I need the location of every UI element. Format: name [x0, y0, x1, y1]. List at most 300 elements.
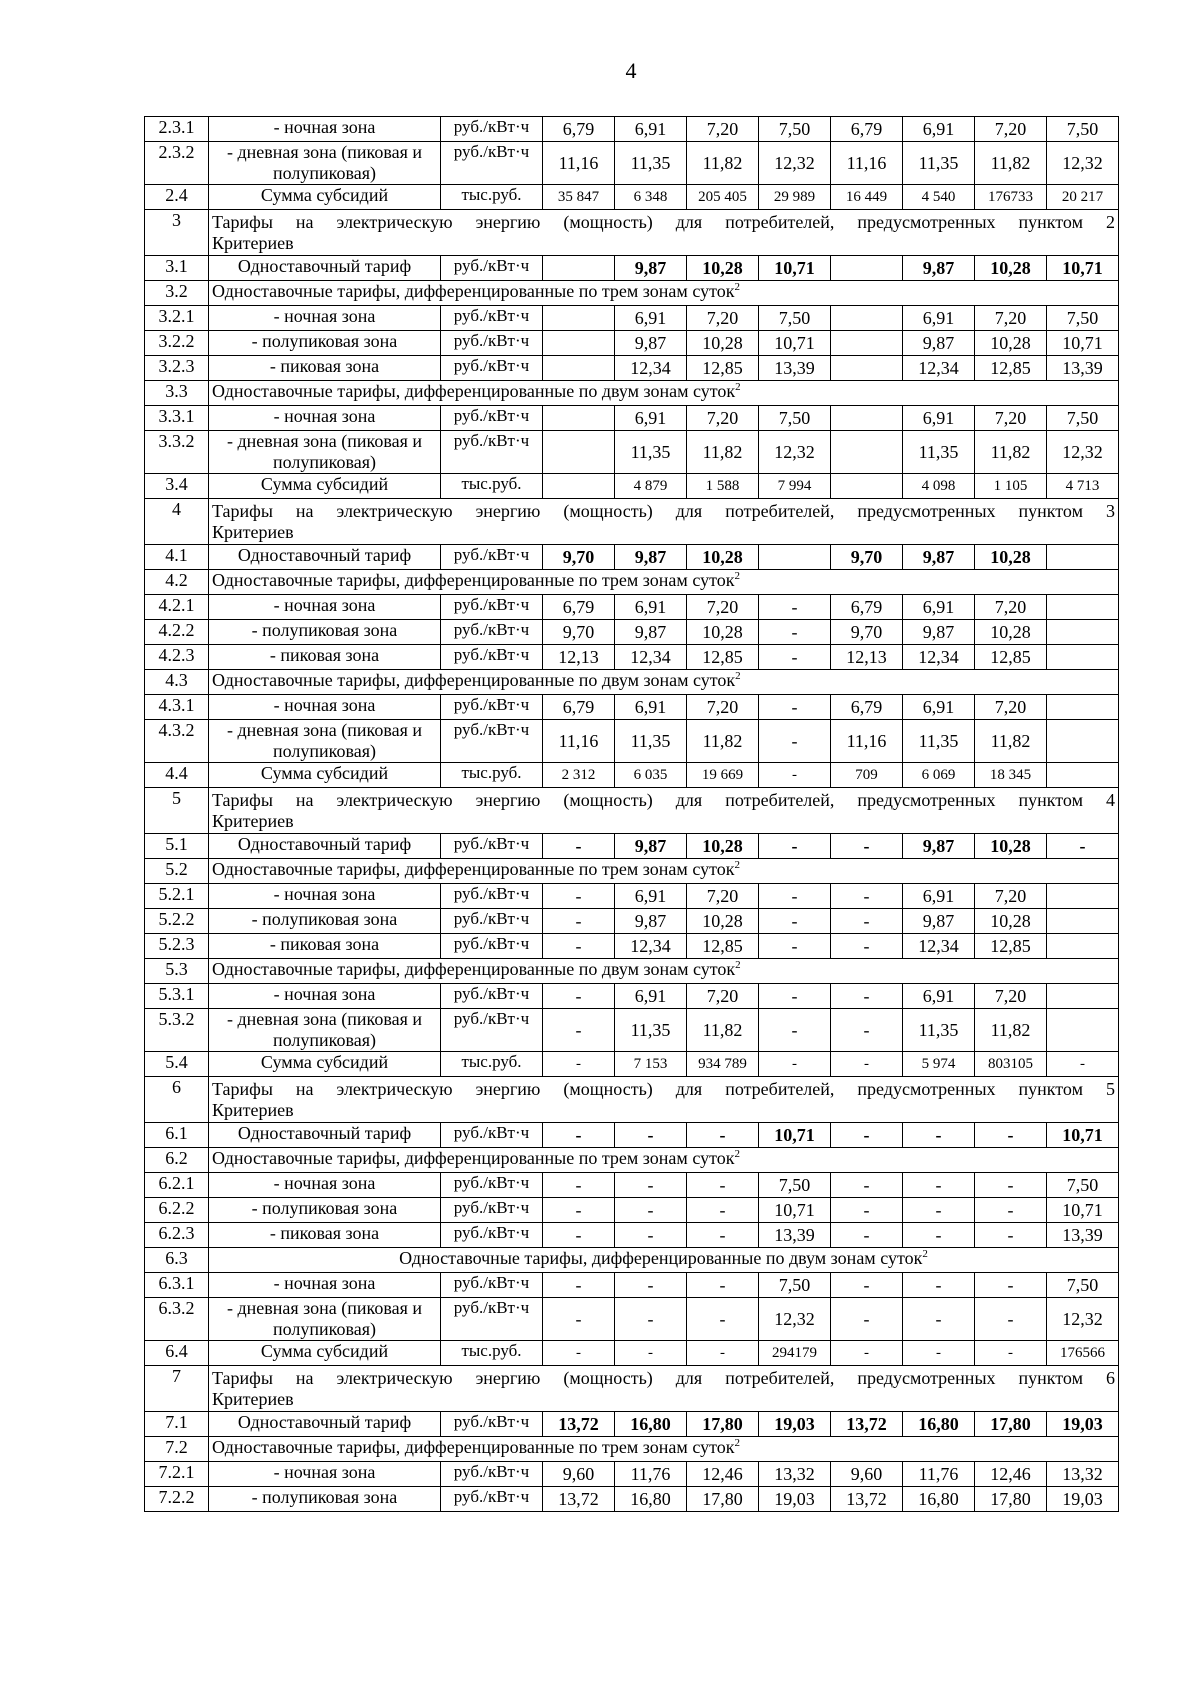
- value-cell: [831, 431, 903, 474]
- value-cell: 7,20: [975, 306, 1047, 331]
- row-number: 6: [145, 1077, 209, 1123]
- value-cell: 11,16: [543, 720, 615, 763]
- value-cell: 803105: [975, 1052, 1047, 1077]
- table-row: [145, 1412, 1119, 1437]
- value-cell: 6,91: [615, 406, 687, 431]
- value-cell: 176566: [1047, 1341, 1119, 1366]
- value-cell: -: [1047, 1052, 1119, 1077]
- row-label: - полупиковая зона: [209, 620, 441, 645]
- table-row: [145, 117, 1119, 142]
- row-number: 5.2: [145, 859, 209, 884]
- value-cell: 12,34: [615, 934, 687, 959]
- value-cell: 4 713: [1047, 474, 1119, 499]
- page-number: 4: [625, 58, 637, 83]
- subsection-title: [209, 381, 1119, 406]
- value-cell: 6 035: [615, 763, 687, 788]
- row-number: 3.1: [145, 256, 209, 281]
- value-cell: [1047, 595, 1119, 620]
- row-unit: руб./кВт·ч: [441, 1412, 543, 1437]
- row-label: - ночная зона: [209, 117, 441, 142]
- value-cell: -: [543, 1198, 615, 1223]
- row-label: Сумма субсидий: [209, 763, 441, 788]
- table-row: [145, 474, 1119, 499]
- value-cell: 11,16: [831, 720, 903, 763]
- value-cell: 16 449: [831, 185, 903, 210]
- value-cell: 10,28: [975, 331, 1047, 356]
- row-number: 4.4: [145, 763, 209, 788]
- value-cell: 12,85: [975, 934, 1047, 959]
- value-cell: 9,87: [903, 256, 975, 281]
- footnote-mark: 2: [734, 1437, 740, 1449]
- table-row: [145, 595, 1119, 620]
- value-cell: -: [759, 984, 831, 1009]
- value-cell: 7,50: [1047, 1173, 1119, 1198]
- row-label: Одноставочный тариф: [209, 1123, 441, 1148]
- section-title-line: Критериев: [212, 1389, 294, 1409]
- table-row: [145, 763, 1119, 788]
- subsection-title: [209, 1248, 1119, 1273]
- value-cell: 4 879: [615, 474, 687, 499]
- value-cell: -: [759, 595, 831, 620]
- section-title-line: Тарифы на электрическую энергию (мощность) для потребителей, предусмотренных пунктом 4: [212, 790, 1115, 810]
- row-unit: руб./кВт·ч: [441, 1462, 543, 1487]
- value-cell: 16,80: [903, 1412, 975, 1437]
- row-label: - пиковая зона: [209, 1223, 441, 1248]
- table-row: [145, 788, 1119, 834]
- row-label: - ночная зона: [209, 984, 441, 1009]
- row-label: - ночная зона: [209, 695, 441, 720]
- row-number: 4.3: [145, 670, 209, 695]
- value-cell: -: [687, 1123, 759, 1148]
- value-cell: 7,50: [1047, 306, 1119, 331]
- value-cell: -: [831, 1341, 903, 1366]
- row-label: - пиковая зона: [209, 356, 441, 381]
- row-number: 2.3.2: [145, 142, 209, 185]
- row-label: Сумма субсидий: [209, 185, 441, 210]
- row-number: 2.4: [145, 185, 209, 210]
- row-unit: руб./кВт·ч: [441, 884, 543, 909]
- value-cell: [543, 356, 615, 381]
- row-label-line: - дневная зона (пиковая и: [226, 720, 423, 740]
- value-cell: 11,35: [615, 720, 687, 763]
- value-cell: [1047, 645, 1119, 670]
- row-number: 4.3.2: [145, 720, 209, 763]
- row-label: - пиковая зона: [209, 934, 441, 959]
- value-cell: 6,79: [831, 695, 903, 720]
- row-number: 5.2.1: [145, 884, 209, 909]
- value-cell: 7,20: [687, 695, 759, 720]
- value-cell: [1047, 884, 1119, 909]
- value-cell: 10,28: [975, 620, 1047, 645]
- table-row: [145, 406, 1119, 431]
- row-label: [209, 1298, 441, 1341]
- subsection-title-text: Одноставочные тарифы, дифференцированные по двум зонам суток: [212, 959, 736, 979]
- value-cell: 7,50: [1047, 117, 1119, 142]
- table-row: [145, 570, 1119, 595]
- value-cell: [1047, 984, 1119, 1009]
- value-cell: 9,70: [543, 620, 615, 645]
- row-unit: руб./кВт·ч: [441, 1223, 543, 1248]
- value-cell: [1047, 720, 1119, 763]
- value-cell: 9,87: [903, 909, 975, 934]
- row-number: 4.2.3: [145, 645, 209, 670]
- value-cell: 10,71: [759, 1123, 831, 1148]
- footnote-mark: 2: [735, 959, 741, 971]
- table-row: [145, 1148, 1119, 1173]
- row-unit: руб./кВт·ч: [441, 834, 543, 859]
- value-cell: 12,32: [1047, 142, 1119, 185]
- row-label-line: - дневная зона (пиковая и: [226, 142, 423, 162]
- value-cell: 19,03: [1047, 1412, 1119, 1437]
- row-number: 6.3.2: [145, 1298, 209, 1341]
- value-cell: 11,82: [687, 142, 759, 185]
- value-cell: -: [975, 1223, 1047, 1248]
- value-cell: 6,79: [543, 695, 615, 720]
- subsection-title-text: Одноставочные тарифы, дифференцированные по трем зонам суток: [212, 1437, 735, 1457]
- row-label: - ночная зона: [209, 595, 441, 620]
- table-row: [145, 185, 1119, 210]
- row-label: - ночная зона: [209, 1173, 441, 1198]
- row-label: Одноставочный тариф: [209, 834, 441, 859]
- value-cell: [831, 306, 903, 331]
- table-row: [145, 331, 1119, 356]
- value-cell: 13,72: [543, 1412, 615, 1437]
- value-cell: 17,80: [687, 1412, 759, 1437]
- table-row: [145, 210, 1119, 256]
- value-cell: 11,35: [615, 142, 687, 185]
- tariff-table-body: [145, 117, 1119, 1512]
- value-cell: 9,87: [903, 620, 975, 645]
- value-cell: 6,91: [903, 595, 975, 620]
- value-cell: 11,82: [975, 720, 1047, 763]
- value-cell: 13,72: [831, 1412, 903, 1437]
- value-cell: 10,71: [759, 1198, 831, 1223]
- value-cell: 294179: [759, 1341, 831, 1366]
- value-cell: -: [759, 645, 831, 670]
- value-cell: 176733: [975, 185, 1047, 210]
- section-title-line: Критериев: [212, 1100, 294, 1120]
- row-number: 6.2: [145, 1148, 209, 1173]
- subsection-title: [209, 859, 1119, 884]
- value-cell: 12,34: [903, 645, 975, 670]
- footnote-mark: 2: [734, 281, 740, 293]
- value-cell: -: [615, 1223, 687, 1248]
- value-cell: -: [543, 1123, 615, 1148]
- value-cell: 12,34: [615, 356, 687, 381]
- value-cell: 10,28: [687, 834, 759, 859]
- value-cell: 17,80: [687, 1487, 759, 1512]
- value-cell: [543, 406, 615, 431]
- value-cell: 10,28: [975, 834, 1047, 859]
- value-cell: 2 312: [543, 763, 615, 788]
- value-cell: [1047, 763, 1119, 788]
- value-cell: 6,91: [615, 984, 687, 1009]
- value-cell: 10,71: [1047, 1198, 1119, 1223]
- value-cell: -: [975, 1198, 1047, 1223]
- subsection-title-text: Одноставочные тарифы, дифференцированные по трем зонам суток: [212, 859, 735, 879]
- row-label: Сумма субсидий: [209, 1052, 441, 1077]
- row-number: 6.1: [145, 1123, 209, 1148]
- row-number: 7.2.1: [145, 1462, 209, 1487]
- table-row: [145, 884, 1119, 909]
- value-cell: 6,79: [543, 117, 615, 142]
- table-row: [145, 859, 1119, 884]
- value-cell: -: [687, 1173, 759, 1198]
- value-cell: 12,85: [687, 356, 759, 381]
- value-cell: -: [543, 1273, 615, 1298]
- row-number: 4.2.1: [145, 595, 209, 620]
- value-cell: 6,91: [615, 595, 687, 620]
- value-cell: 9,70: [831, 620, 903, 645]
- row-unit: руб./кВт·ч: [441, 117, 543, 142]
- value-cell: 7,20: [975, 406, 1047, 431]
- row-unit: руб./кВт·ч: [441, 1123, 543, 1148]
- value-cell: -: [543, 984, 615, 1009]
- subsection-title: [209, 281, 1119, 306]
- value-cell: 7,20: [975, 117, 1047, 142]
- value-cell: -: [975, 1173, 1047, 1198]
- value-cell: -: [543, 909, 615, 934]
- value-cell: 10,28: [687, 331, 759, 356]
- row-unit: руб./кВт·ч: [441, 1198, 543, 1223]
- value-cell: 12,46: [975, 1462, 1047, 1487]
- table-row: [145, 1173, 1119, 1198]
- row-label-line: полупиковая): [273, 163, 376, 183]
- value-cell: 13,39: [759, 356, 831, 381]
- value-cell: 12,46: [687, 1462, 759, 1487]
- value-cell: 19,03: [759, 1487, 831, 1512]
- row-label: Сумма субсидий: [209, 474, 441, 499]
- value-cell: 9,87: [615, 620, 687, 645]
- row-label: [209, 142, 441, 185]
- value-cell: -: [831, 934, 903, 959]
- value-cell: 6,91: [903, 406, 975, 431]
- row-number: 7.2: [145, 1437, 209, 1462]
- value-cell: -: [759, 620, 831, 645]
- table-row: [145, 1437, 1119, 1462]
- row-number: 5.2.3: [145, 934, 209, 959]
- value-cell: [1047, 1009, 1119, 1052]
- row-unit: руб./кВт·ч: [441, 1173, 543, 1198]
- row-unit: руб./кВт·ч: [441, 545, 543, 570]
- table-row: [145, 1366, 1119, 1412]
- row-number: 4.3.1: [145, 695, 209, 720]
- value-cell: 10,28: [687, 620, 759, 645]
- value-cell: 18 345: [975, 763, 1047, 788]
- value-cell: 12,32: [759, 142, 831, 185]
- value-cell: 17,80: [975, 1412, 1047, 1437]
- value-cell: -: [975, 1298, 1047, 1341]
- row-number: 7.2.2: [145, 1487, 209, 1512]
- value-cell: 7,20: [975, 695, 1047, 720]
- section-title: [209, 1077, 1119, 1123]
- row-label: - ночная зона: [209, 1273, 441, 1298]
- value-cell: 6,79: [831, 117, 903, 142]
- value-cell: -: [543, 1298, 615, 1341]
- value-cell: 12,34: [615, 645, 687, 670]
- table-row: [145, 1052, 1119, 1077]
- row-number: 2.3.1: [145, 117, 209, 142]
- value-cell: -: [903, 1341, 975, 1366]
- value-cell: 20 217: [1047, 185, 1119, 210]
- value-cell: -: [903, 1223, 975, 1248]
- section-title-line: Тарифы на электрическую энергию (мощность) для потребителей, предусмотренных пунктом 6: [212, 1368, 1115, 1388]
- table-row: [145, 1487, 1119, 1512]
- row-unit: руб./кВт·ч: [441, 356, 543, 381]
- value-cell: -: [831, 1009, 903, 1052]
- value-cell: -: [543, 1173, 615, 1198]
- value-cell: 10,28: [975, 545, 1047, 570]
- table-row: [145, 1198, 1119, 1223]
- value-cell: 10,28: [687, 909, 759, 934]
- value-cell: 11,82: [975, 431, 1047, 474]
- table-row: [145, 1248, 1119, 1273]
- table-row: [145, 281, 1119, 306]
- table-row: [145, 142, 1119, 185]
- value-cell: -: [903, 1198, 975, 1223]
- table-row: [145, 909, 1119, 934]
- value-cell: 6 348: [615, 185, 687, 210]
- row-unit: руб./кВт·ч: [441, 595, 543, 620]
- value-cell: -: [903, 1173, 975, 1198]
- subsection-title: [209, 959, 1119, 984]
- value-cell: -: [615, 1198, 687, 1223]
- table-row: [145, 720, 1119, 763]
- value-cell: 11,82: [687, 431, 759, 474]
- value-cell: -: [759, 834, 831, 859]
- value-cell: 7,50: [1047, 1273, 1119, 1298]
- value-cell: 16,80: [615, 1487, 687, 1512]
- value-cell: 11,35: [903, 142, 975, 185]
- row-number: 5.4: [145, 1052, 209, 1077]
- subsection-title-text: Одноставочные тарифы, дифференцированные по двум зонам суток: [212, 670, 736, 690]
- table-row: [145, 620, 1119, 645]
- row-unit: руб./кВт·ч: [441, 695, 543, 720]
- value-cell: [1047, 909, 1119, 934]
- value-cell: -: [831, 1173, 903, 1198]
- value-cell: 13,72: [831, 1487, 903, 1512]
- row-number: 6.3.1: [145, 1273, 209, 1298]
- table-row: [145, 1077, 1119, 1123]
- value-cell: 6,91: [615, 695, 687, 720]
- value-cell: [543, 331, 615, 356]
- value-cell: -: [831, 909, 903, 934]
- value-cell: 12,85: [975, 356, 1047, 381]
- value-cell: [831, 406, 903, 431]
- row-unit: руб./кВт·ч: [441, 934, 543, 959]
- subsection-title: [209, 670, 1119, 695]
- value-cell: [543, 306, 615, 331]
- value-cell: -: [759, 884, 831, 909]
- row-label: - полупиковая зона: [209, 1487, 441, 1512]
- value-cell: -: [975, 1273, 1047, 1298]
- row-label-line: полупиковая): [273, 452, 376, 472]
- value-cell: -: [831, 984, 903, 1009]
- row-label-line: - дневная зона (пиковая и: [226, 1298, 423, 1318]
- table-row: [145, 1298, 1119, 1341]
- value-cell: 9,87: [903, 545, 975, 570]
- value-cell: 11,35: [903, 431, 975, 474]
- value-cell: 35 847: [543, 185, 615, 210]
- row-label: - ночная зона: [209, 1462, 441, 1487]
- value-cell: 29 989: [759, 185, 831, 210]
- section-title-line: Критериев: [212, 522, 294, 542]
- value-cell: 13,72: [543, 1487, 615, 1512]
- section-title: [209, 499, 1119, 545]
- value-cell: 205 405: [687, 185, 759, 210]
- value-cell: 12,85: [687, 645, 759, 670]
- value-cell: 10,71: [759, 331, 831, 356]
- value-cell: 10,28: [687, 256, 759, 281]
- table-row: [145, 695, 1119, 720]
- row-label: - ночная зона: [209, 306, 441, 331]
- row-number: 7: [145, 1366, 209, 1412]
- value-cell: 9,87: [615, 545, 687, 570]
- value-cell: -: [687, 1273, 759, 1298]
- table-row: [145, 545, 1119, 570]
- row-number: 6.4: [145, 1341, 209, 1366]
- subsection-title-text: Одноставочные тарифы, дифференцированные по трем зонам суток: [212, 570, 735, 590]
- value-cell: 6,91: [903, 984, 975, 1009]
- subsection-title-text: Одноставочные тарифы, дифференцированные по трем зонам суток: [212, 1148, 735, 1168]
- value-cell: 7,50: [759, 406, 831, 431]
- value-cell: 709: [831, 763, 903, 788]
- row-number: 5.3.2: [145, 1009, 209, 1052]
- value-cell: -: [543, 834, 615, 859]
- value-cell: -: [975, 1341, 1047, 1366]
- subsection-title-text: Одноставочные тарифы, дифференцированные по двум зонам суток: [399, 1248, 923, 1268]
- row-number: 3: [145, 210, 209, 256]
- value-cell: -: [759, 695, 831, 720]
- footnote-mark: 2: [922, 1248, 928, 1260]
- value-cell: 13,39: [1047, 1223, 1119, 1248]
- table-row: [145, 959, 1119, 984]
- value-cell: -: [687, 1198, 759, 1223]
- value-cell: -: [615, 1298, 687, 1341]
- row-label: Одноставочный тариф: [209, 256, 441, 281]
- row-number: 3.3: [145, 381, 209, 406]
- table-row: [145, 356, 1119, 381]
- subsection-title: [209, 1437, 1119, 1462]
- footnote-mark: 2: [735, 670, 741, 682]
- value-cell: 7,20: [687, 306, 759, 331]
- value-cell: 6,91: [903, 117, 975, 142]
- value-cell: 7,20: [975, 984, 1047, 1009]
- value-cell: 13,32: [1047, 1462, 1119, 1487]
- value-cell: 10,71: [1047, 1123, 1119, 1148]
- row-number: 4.2: [145, 570, 209, 595]
- table-row: [145, 834, 1119, 859]
- subsection-title-text: Одноставочные тарифы, дифференцированные по двум зонам суток: [212, 381, 736, 401]
- value-cell: -: [903, 1298, 975, 1341]
- row-unit: руб./кВт·ч: [441, 1273, 543, 1298]
- value-cell: 4 098: [903, 474, 975, 499]
- value-cell: 7,20: [975, 595, 1047, 620]
- value-cell: 9,60: [831, 1462, 903, 1487]
- table-row: [145, 1009, 1119, 1052]
- row-label: Одноставочный тариф: [209, 545, 441, 570]
- value-cell: 1 105: [975, 474, 1047, 499]
- row-unit: руб./кВт·ч: [441, 306, 543, 331]
- row-label: [209, 431, 441, 474]
- value-cell: 7,50: [759, 117, 831, 142]
- value-cell: 11,35: [615, 1009, 687, 1052]
- value-cell: 1 588: [687, 474, 759, 499]
- table-row: [145, 670, 1119, 695]
- value-cell: 12,34: [903, 934, 975, 959]
- value-cell: 11,35: [615, 431, 687, 474]
- row-unit: руб./кВт·ч: [441, 142, 543, 185]
